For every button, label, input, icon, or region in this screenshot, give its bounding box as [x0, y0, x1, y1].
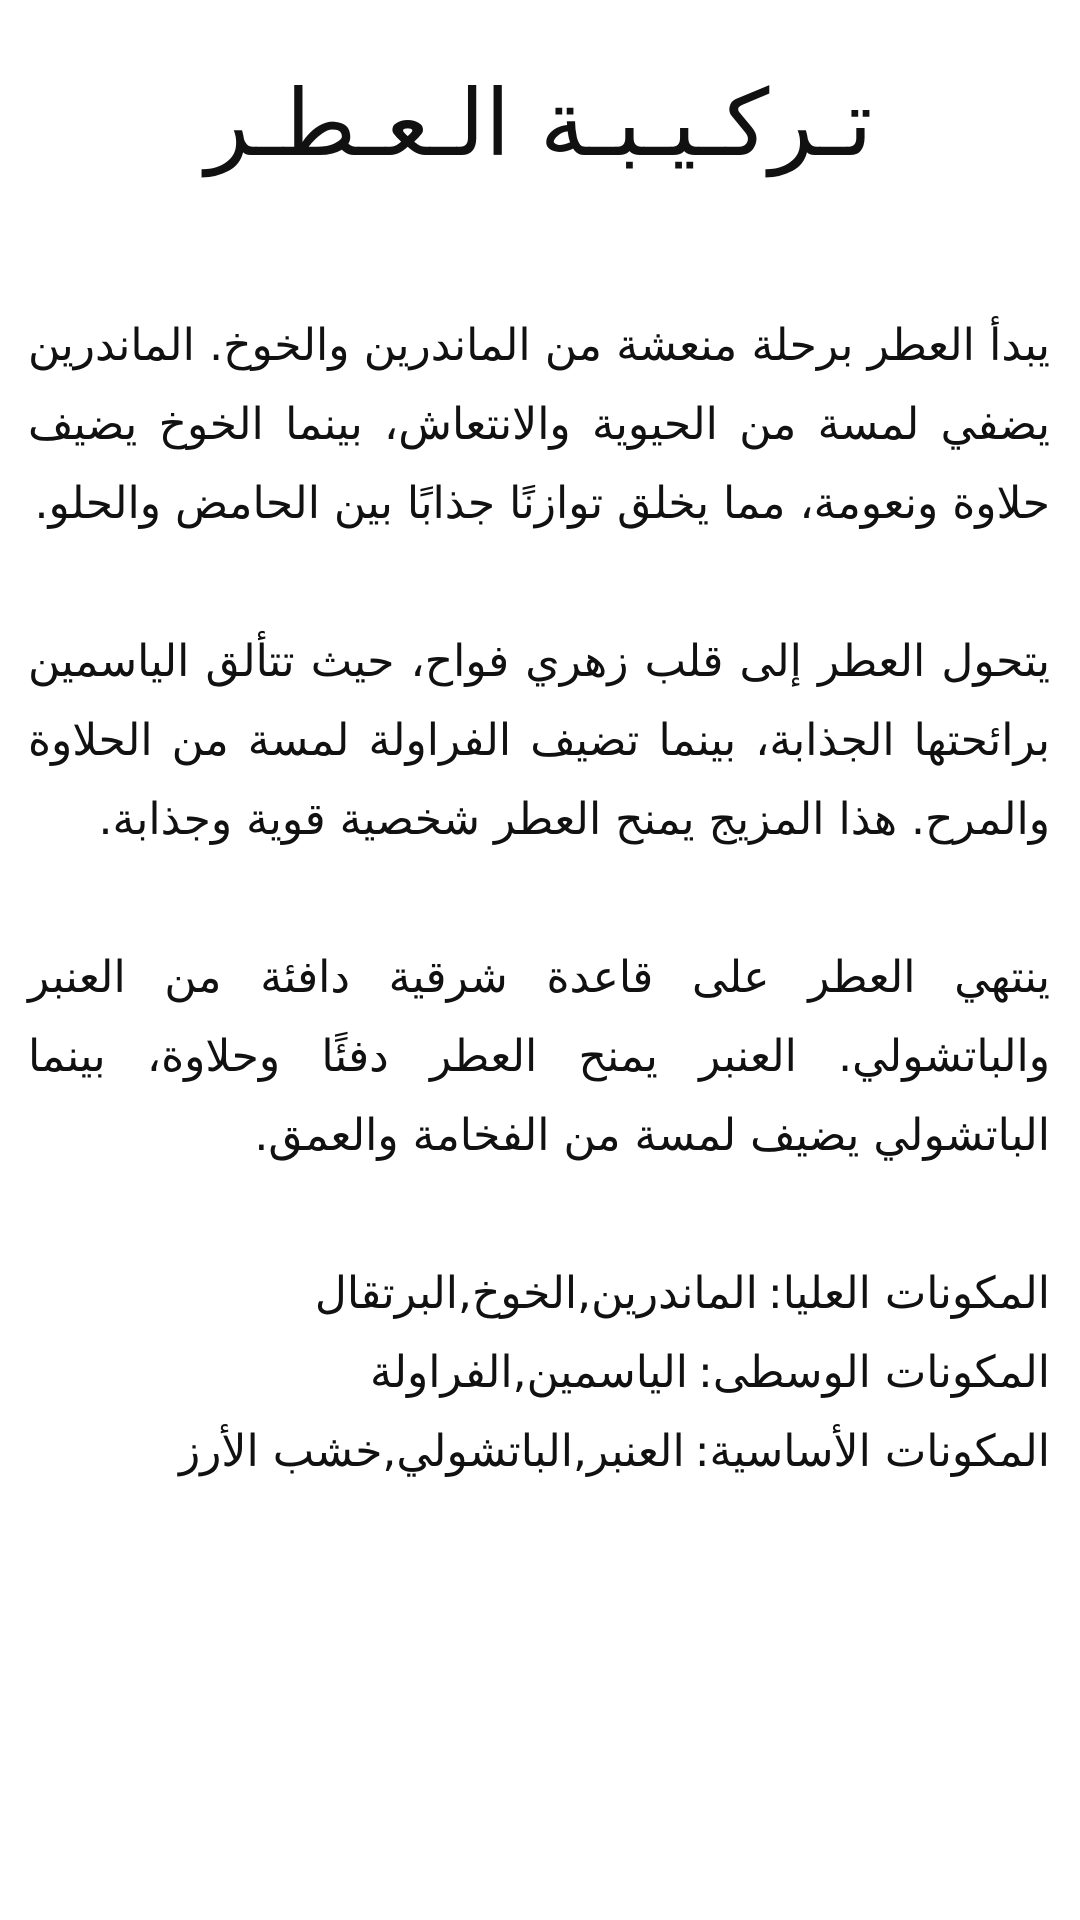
middle-notes-value: الياسمين,الفراولة [370, 1347, 689, 1398]
base-notes-paragraph: ينتهي العطر على قاعدة شرقية دافئة من العنبر والباتشولي. العنبر يمنح العطر دفئًا وحلاوة، بينما الباتشولي يضيف لمسة من الفخامة والعمق. [28, 952, 1050, 1161]
top-notes-value: الماندرين,الخوخ,البرتقال [314, 1268, 758, 1319]
base-notes-label: المكونات الأساسية: [694, 1426, 1050, 1477]
description-section [28, 306, 1050, 1175]
middle-notes-line [28, 1333, 1050, 1412]
base-notes-value: العنبر,الباتشولي,خشب الأرز [178, 1426, 685, 1477]
top-notes-line [28, 1254, 1050, 1333]
base-notes-line [28, 1412, 1050, 1491]
notes-list [28, 1254, 1050, 1491]
heart-notes-paragraph: يتحول العطر إلى قلب زهري فواح، حيث تتألق الياسمين برائحتها الجذابة، بينما تضيف الفراولة لمسة من الحلاوة والمرح. هذا المزيج يمنح العطر شخصية قوية وجذابة. [28, 636, 1050, 845]
page-title: تـركـيـبـة الـعـطـر [205, 70, 873, 177]
middle-notes-label: المكونات الوسطى: [698, 1347, 1050, 1398]
top-notes-paragraph: يبدأ العطر برحلة منعشة من الماندرين والخوخ. الماندرين يضفي لمسة من الحيوية والانتعاش، بينما الخوخ يضيف حلاوة ونعومة، مما يخلق توازنًا جذابًا بين الحامض والحلو. [28, 320, 1050, 529]
top-notes-label: المكونات العليا: [767, 1268, 1050, 1319]
